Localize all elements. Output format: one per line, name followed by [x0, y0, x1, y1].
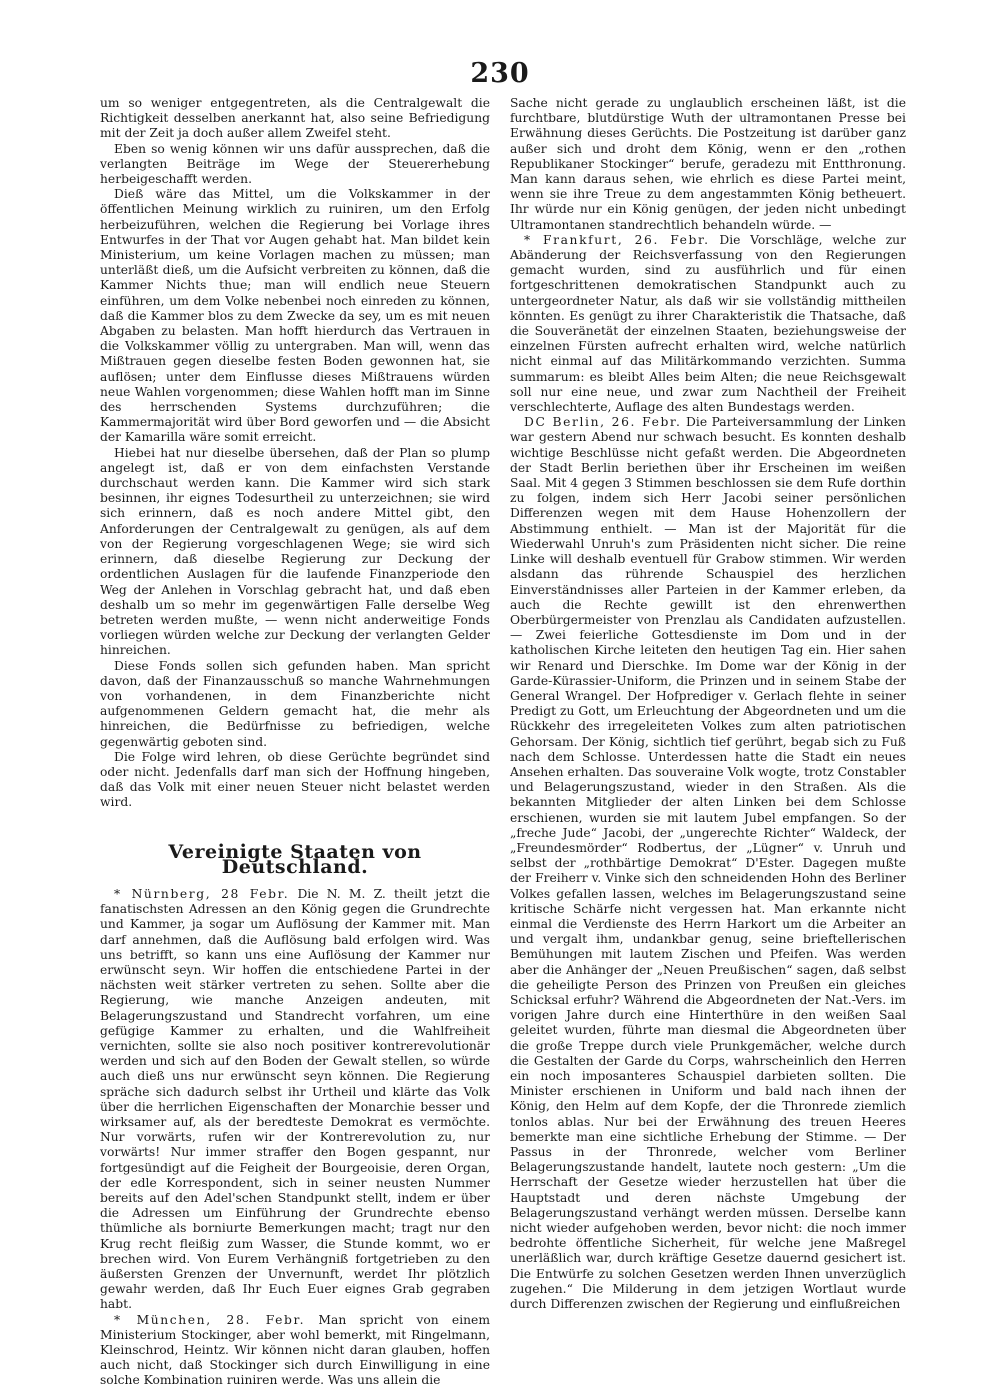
nuernberg-dateline: * Nürnberg, 28 Febr. — [114, 886, 290, 901]
berlin-text: Die Parteiversammlung der Linken war gestern Abend nur schwach besucht. Es konnten deshalb wichtige Beschlüsse nicht gefaßt werden. Die Abgeordneten der Stadt Berlin beriethen über ihr Erscheinen im weißen Saal. Mit 4 gegen 3 Stimmen beschlossen sie dem Rufe dorthin zu folgen, indem sich Herr Jacobi seiner persönlichen Differenzen wegen mit dem Hause Hohenzollern der Abstimmung enthielt. — Man ist der Majorität für die Wiederwahl Unruh's zum Präsidenten nicht sicher. Die reine Linke will deshalb eventuell für Grabow stimmen. Wir werden alsdann das rührende Schauspiel des herzlichen Einverständnisses aller Parteien in der Kammer erleben, da auch die Rechte gewillt ist den ehrenwerthen Oberbürgermeister von Prenzlau als Candidaten aufzustellen. — Zwei feierliche Gottesdienste im Dom und in der katholischen Kirche leiteten den heutigen Tag ein. Hier sahen wir Renard und Dierschke. Im Dome war der König in der Garde-Kürassier-Uniform, die Prinzen und in seinem Stabe der General Wrangel. Der Hofprediger v. Gerlach flehte in seiner Predigt zu Gott, um Erleuchtung der Abgeordneten und um die Rückkehr des irregeleiteten Volkes zum alten patriotischen Gehorsam. Der König, sichtlich tief gerührt, begab sich zu Fuß nach dem Schlosse. Unterdessen hatte die Stadt ein neues Ansehen erhalten. Das souveraine Volk wogte, trotz Constabler und Belagerungszustand, wieder in den Straßen. Als die bekannten Mitglieder der alten Linken bei dem Schlosse erschienen, wurden sie mit lautem Jubel empfangen. So der „freche Jude“ Jacobi, der „ungerechte Richter“ Waldeck, der „Freundesmörder“ Rodbertus, der „Lügner“ v. Unruh und selbst der „rothbärtige Demokrat“ D'Ester. Dagegen mußte der Freiherr v. Vinke sich den schneidenden Hohn des Berliner Volkes gefallen lassen, welches im Belagerungszustand seine kritische Schärfe nicht vergessen hat. Man erkannte nicht einmal die Verdienste des Herrn Harkort um die Arbeiter an und vergalt ihm, undankbar genug, seine brieftellerischen Bemühungen mit lautem Zischen und Pfeifen. Was werden aber die Anhänger der „Neuen Preußischen“ sagen, daß selbst die geheiligte Person des Prinzen von Preußen ein gleiches Schicksal erfuhr? Während die Abgeordneten der Nat.-Vers. im vorigen Jahre durch eine Hinterthüre in den weißen Saal geleitet wurden, führte man diesmal die Abgeordneten über die große Treppe durch viele Prunkgemächer, welche durch die Gestalten der Garde du Corps, wahrscheinlich den Herren ein noch imposanteres Schauspiel darbieten sollten. Die Minister erschienen in Uniform und bald nach ihnen der König, den Helm auf dem Kopfe, der die Thronrede ziemlich tonlos ablas. Nur bei der Erwähnung des treuen Heeres bemerkte man eine sichtliche Erhebung der Stimme. — Der Passus in der Thronrede, welcher vom Berliner Belagerungszustande handelt, lautete noch gestern: „Um die Herrschaft der Gesetze wieder herzustellen hat über die Hauptstadt und deren nächste Umgebung der Belagerungszustand verhängt werden müssen. Derselbe kann nicht wieder aufgehoben werden, bevor nicht: die noch immer bedrohte öffentliche Sicherheit, für welche jene Maßregel unerläßlich war, durch kräftige Gesetze dauernd gesichert ist. Die Entwürfe zu solchen Gesetzen werden Ihnen unverzüglich zugehen.“ Die Milderung in dem jetzigen Wortlaut wurde durch Differenzen zwischen der Regierung und einflußreichen — [510, 415, 906, 1312]
article-paragraph: Eben so wenig können wir uns dafür aussprechen, daß die verlangten Beiträge im Wege der Steuererhebung herbeigeschafft werden. — [100, 141, 490, 187]
article-paragraph: um so weniger entgegentreten, als die Centralgewalt die Richtigkeit desselben anerkannt hat, also seine Befriedigung mit der Zeit ja doch außer allem Zweifel steht. — [100, 96, 490, 141]
berlin-report — [510, 415, 906, 1312]
nuernberg-text: Die N. M. Z. theilt jetzt die fanatischsten Adressen an den König gegen die Grundrechte und Kammer, ja sogar um Auflösung der Kammer mit. Man darf annehmen, daß die Auflösung bald erfolgen wird. Was uns betrifft, so kann uns eine Auflösung der Kammer nur erwünscht seyn. Wir hoffen die entschiedene Partei in der nächsten weit stärker vertreten zu sehen. Sollte aber die Regierung, wie manche Anzeigen andeuten, mit Belagerungszustand und Standrecht vorfahren, um eine gefügige Kammer zu erhalten, und die Wahlfreiheit vernichten, sollte sie also noch positiver kontrerevolutionär werden und sich auf den Boden der Gewalt stellen, so würde auch dieß uns nur erwünscht seyn können. Die Regierung spräche sich dadurch selbst ihr Urtheil und klärte das Volk über die herrlichen Eigenschaften der Monarchie besser und wirksamer auf, als der beredteste Demokrat es vermöchte. Nur vorwärts, rufen wir der Kontrerevolution zu, nur vorwärts! Nur immer straffer den Bogen gespannt, nur fortgesündigt auf die Feigheit der Bourgeoisie, deren Organ, der edle Korrespondent, sich in seiner neusten Nummer bereits auf den Adel'schen Standpunkt stellt, indem er über die Adressen um Einführung der Grundrechte ebenso thümliche als borniurte Bemerkungen macht; tragt nur den Krug recht fleißig zum Wasser, die Stunde kommt, wo er brechen wird. Von Eurem Verhängniß fortgetrieben zu den äußersten Grenzen der Unvernunft, werdet Ihr plötzlich gewahr werden, daß Ihr Euch Euer eignes Grab gegraben habt. — [100, 886, 490, 1312]
frankfurt-dateline: * Frankfurt, 26. Febr. — [524, 232, 710, 247]
frankfurt-report — [510, 233, 906, 415]
nuernberg-report — [100, 887, 490, 1313]
article-paragraph: Dieß wäre das Mittel, um die Volkskammer in der öffentlichen Meinung wirklich zu ruiniren, um den Erfolg herbeizuführen, welchen die Regierung bei Vorlage ihres Entwurfes in der That vor Augen gehabt hat. Man bildet kein Ministerium, um keine Vorlagen machen zu müssen; man unterläßt dieß, um die Aufsicht verbreiten zu können, daß die Kammer Nichts thue; man will endlich neue Steuern einführen, um dem Volke nebenbei noch einreden zu können, daß die Kammer blos zu dem Zwecke da sey, um es mit neuen Abgaben zu belasten. Man hofft hierdurch das Vertrauen in die Volkskammer völlig zu untergraben. Man will, wenn das Mißtrauen gegen dieselbe festen Boden gewonnen hat, sie auflösen; unter dem Einflusse dieses Mißtrauens würden neue Wahlen vorgenommen; diese Wahlen hofft man im Sinne des herrschenden Systems durchzuführen; die Kammermajorität wird über Bord geworfen und — die Absicht der Kamarilla wäre somit erreicht. — [100, 187, 490, 445]
left-column — [100, 96, 490, 1389]
continuation-paragraph: Sache nicht gerade zu unglaublich erscheinen läßt, ist die furchtbare, blutdürstige Wuth der ultramontanen Presse bei Erwähnung dieses Gerüchts. Die Postzeitung ist darüber ganz außer sich und droht dem König, wenn er den „rothen Republikaner Stockinger“ berufe, geradezu mit Entthronung. Man kann daraus sehen, wie ehrlich es diese Partei meint, wenn sie ihre Treue zu dem angestammten König betheuert. Ihr würde nur ein König genügen, der jeden nicht unbedingt Ultramontanen standrechtlich behandeln würde. — — [510, 96, 906, 232]
page-number: 230 — [470, 58, 530, 89]
berlin-dateline: DC Berlin, 26. Febr. — [524, 415, 682, 430]
frankfurt-text: Die Vorschläge, welche zur Abänderung der Reichsverfassung von den Regierungen gemacht wurden, sind zu ausführlich und für einen fortgeschrittenen demokratischen Standpunkt auch zu untergeordneter Natur, als daß wir sie vollständig mittheilen könnten. Es genügt zu ihrer Charakteristik die Thatsache, daß die Souveränetät der einzelnen Staaten, beziehungsweise der einzelnen Fürsten aufrecht erhalten wird, welche natürlich nicht einmal auf das Militärkommando verzichten. Summa summarum: es bleibt Alles beim Alten; die neue Reichsgewalt soll nur eine neue, und zwar zum Nachtheil der Freiheit verschlechterte, Auflage des alten Bundestags werden. — [510, 232, 906, 415]
section-heading: Vereinigte Staaten von Deutschland. — [168, 840, 422, 878]
article-paragraph: Hiebei hat nur dieselbe übersehen, daß der Plan so plump angelegt ist, daß er von dem einfachsten Verstande durchschaut werden kann. Die Kammer wird sich stark besinnen, ihr eignes Todesurtheil zu unterzeichnen; sie wird sich erinnern, daß es noch andere Mittel gibt, den Anforderungen der Centralgewalt zu genügen, als auf dem von der Regierung vorgeschlagenen Wege; sie wird sich erinnern, daß dieselbe Regierung zur Deckung der ordentlichen Auslagen für die laufende Finanzperiode den Weg der Anlehen in Vorschlag gebracht hat, und daß eben deshalb um so mehr im gegenwärtigen Falle derselbe Weg betreten werden mußte, — wenn nicht anderweitige Fonds vorliegen würden welche zur Deckung der verlangten Gelder hinreichen. — [100, 445, 490, 658]
muenchen-report — [100, 1313, 490, 1389]
muenchen-dateline: * München, 28. Febr. — [114, 1312, 306, 1327]
muenchen-text: Man spricht von einem Ministerium Stockinger, aber wohl bemerkt, mit Ringelmann, Kleinschrod, Heintz. Wir können nicht daran glauben, hoffen auch nicht, daß Stockinger sich durch Einwilligung in eine solche Kombination ruiniren werde. Was uns allein die — [100, 1312, 490, 1388]
article-paragraph: Die Folge wird lehren, ob diese Gerüchte begründet sind oder nicht. Jedenfalls darf man sich der Hoffnung hingeben, daß das Volk mit einer neuen Steuer nicht belastet werden wird. — [100, 749, 490, 810]
right-column — [510, 96, 906, 1312]
article-paragraph: Diese Fonds sollen sich gefunden haben. Man spricht davon, daß der Finanzausschuß so manche Wahrnehmungen von vorhandenen, in dem Finanzberichte nicht aufgenommenen Geldern gemacht hat, die mehr als hinreichen, die Bedürfnisse zu befriedigen, welche gegenwärtig geboten sind. — [100, 658, 490, 749]
